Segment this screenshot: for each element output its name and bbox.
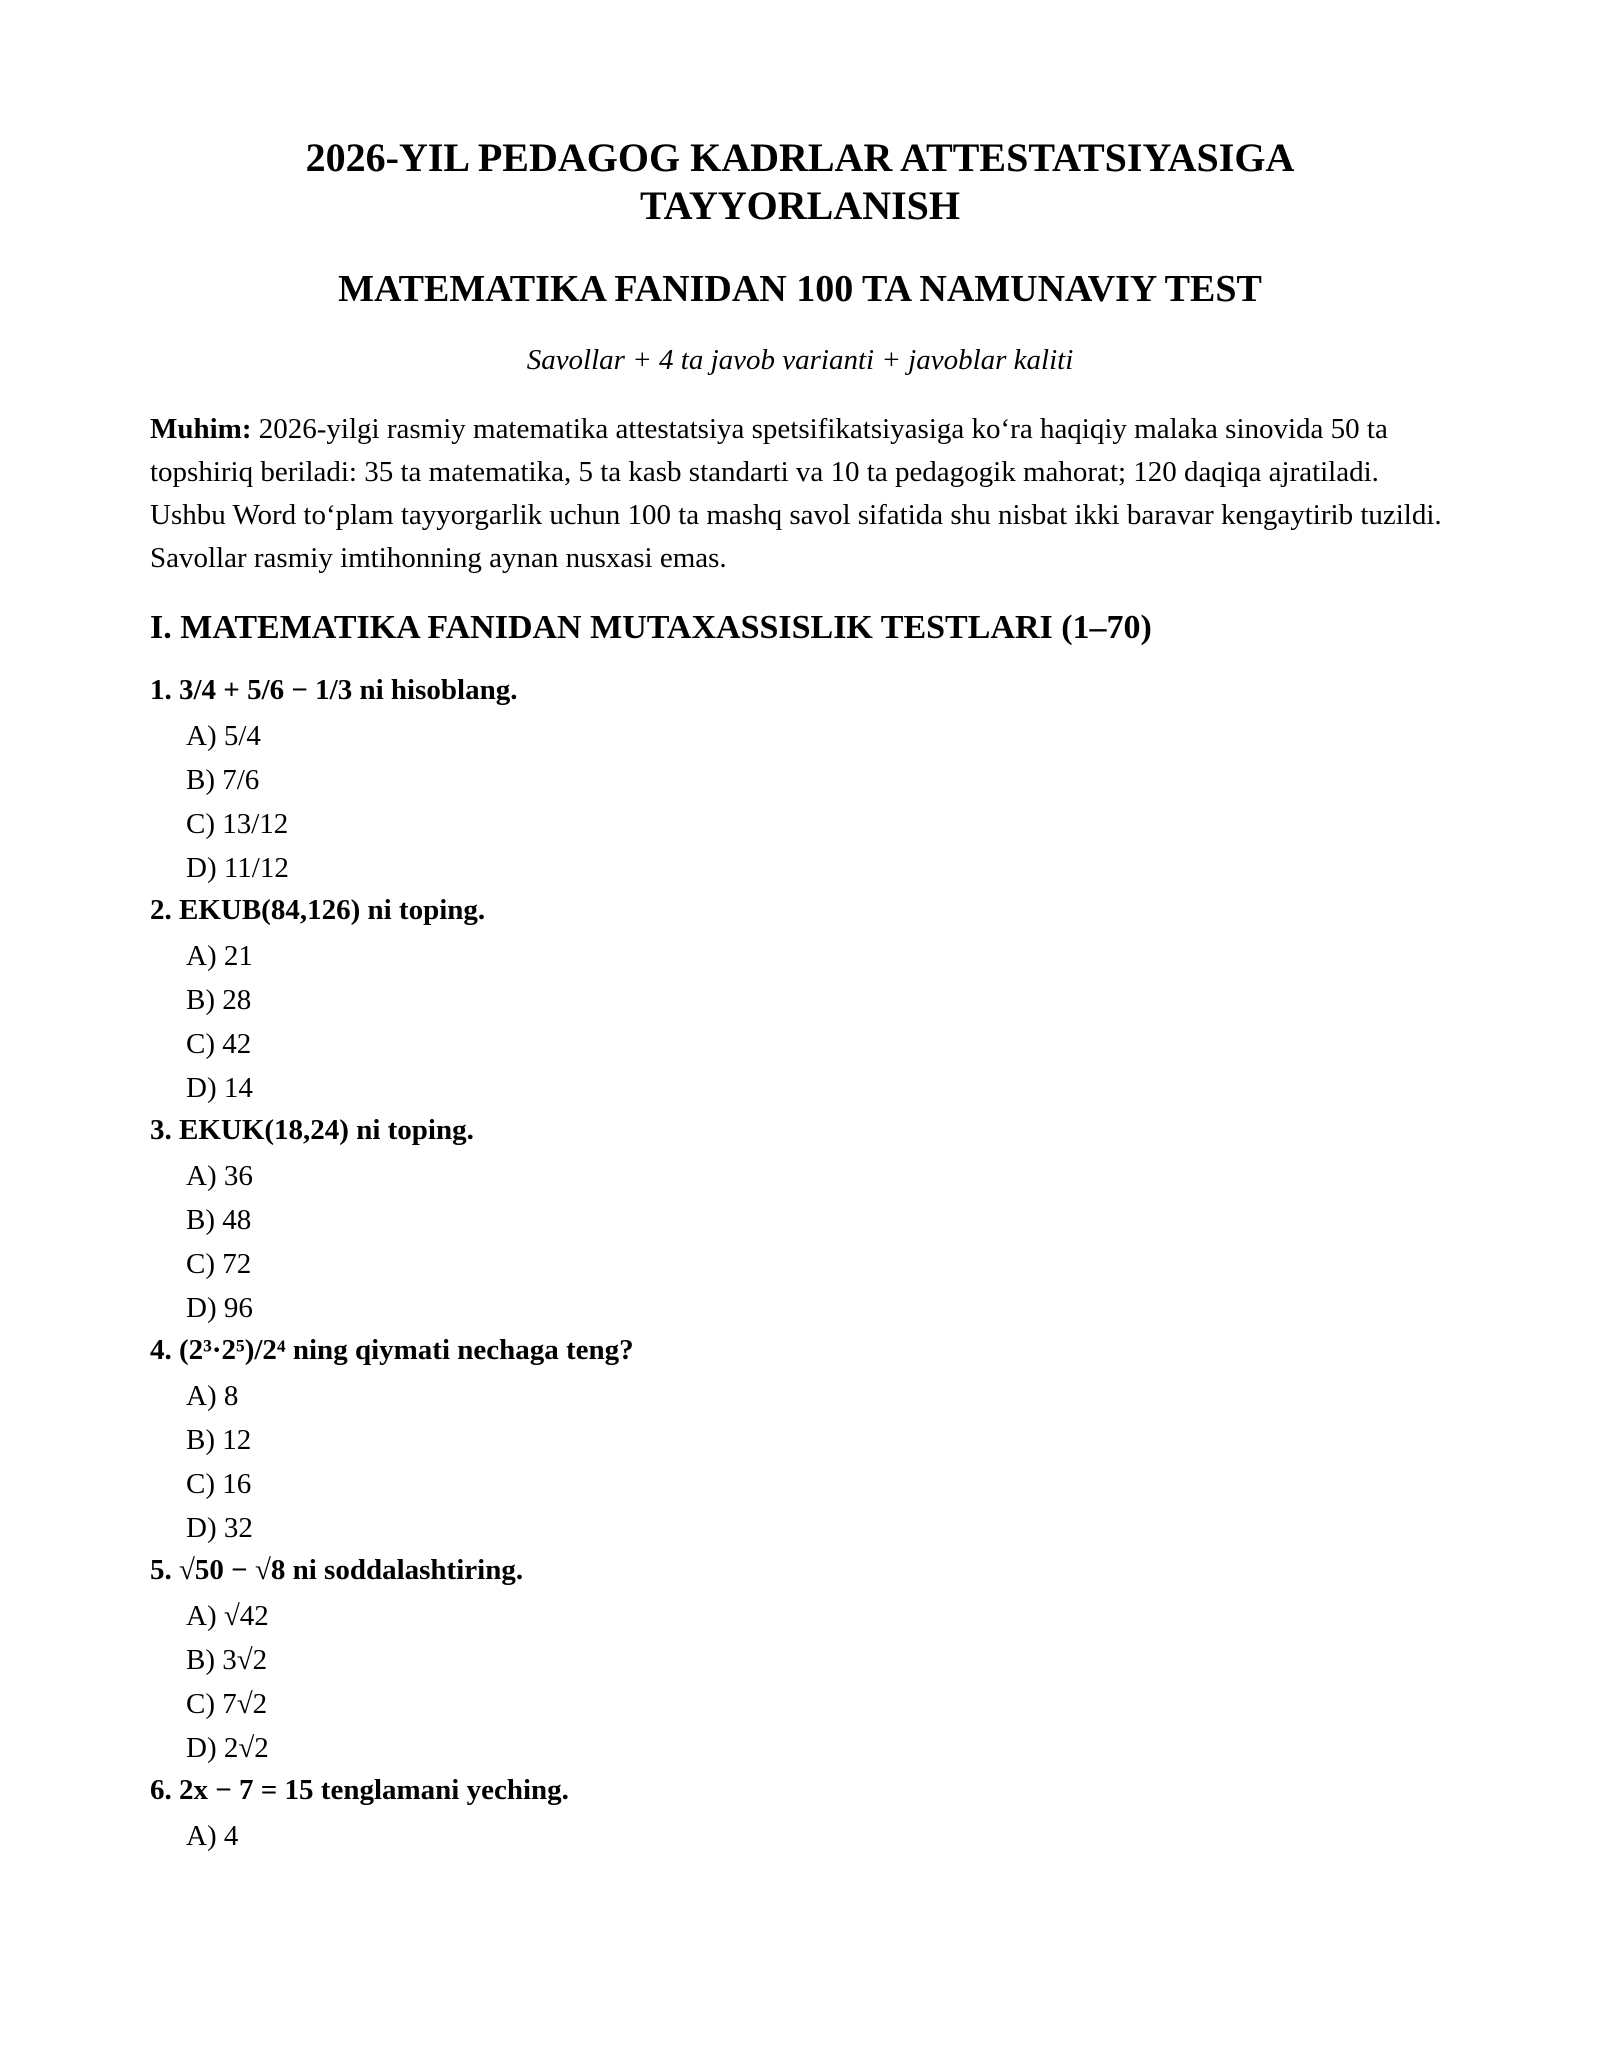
document-title	[150, 134, 1450, 230]
question-text: 1. 3/4 + 5/6 − 1/3 ni hisoblang.	[150, 674, 518, 706]
document-tagline: Savollar + 4 ta javob varianti + javoblar kaliti	[526, 344, 1074, 376]
title-line-1: 2026-YIL PEDAGOG KADRLAR ATTESTATSIYASIGA	[305, 135, 1295, 180]
option-d: D) 96	[186, 1292, 253, 1324]
option-a: A) 36	[186, 1160, 253, 1192]
option-b: B) 28	[186, 984, 252, 1016]
answer-options	[150, 934, 1450, 1110]
option-d: D) 14	[186, 1072, 253, 1104]
question-text: 6. 2x − 7 = 15 tenglamani yeching.	[150, 1774, 569, 1806]
intro-text: 2026-yilgi rasmiy matematika attestatsiya spetsifikatsiyasiga ko‘ra haqiqiy malaka sinovida 50 ta topshiriq beriladi: 35 ta matematika, 5 ta kasb standarti va 10 ta pedagogik mahorat; 120 daqiqa ajratiladi. Ushbu Word to‘plam tayyorgarlik uchun 100 ta mashq savol sifatida shu nisbat ikki baravar kengaytirib tuzildi. Savollar rasmiy imtihonning aynan nusxasi emas.	[150, 413, 1442, 574]
option-d: D) 2√2	[186, 1732, 269, 1764]
title-line-2: TAYYORLANISH	[639, 183, 961, 228]
option-a: A) 5/4	[186, 720, 261, 752]
question-5	[150, 1550, 1450, 1770]
option-b: B) 3√2	[186, 1644, 268, 1676]
section-heading: I. MATEMATIKA FANIDAN MUTAXASSISLIK TESTLARI (1–70)	[150, 609, 1152, 646]
document-subtitle: MATEMATIKA FANIDAN 100 TA NAMUNAVIY TEST	[338, 268, 1262, 310]
option-b: B) 48	[186, 1204, 252, 1236]
answer-options	[150, 1594, 1450, 1770]
option-a: A) √42	[186, 1600, 269, 1632]
option-d: D) 32	[186, 1512, 253, 1544]
option-d: D) 11/12	[186, 852, 289, 884]
question-list	[150, 670, 1450, 1858]
option-c: C) 13/12	[186, 808, 289, 840]
question-text: 2. EKUB(84,126) ni toping.	[150, 894, 486, 926]
question-1	[150, 670, 1450, 890]
option-a: A) 21	[186, 940, 253, 972]
answer-options	[150, 1814, 1450, 1858]
question-2	[150, 890, 1450, 1110]
answer-options	[150, 714, 1450, 890]
question-text: 5. √50 − √8 ni soddalashtiring.	[150, 1554, 524, 1586]
answer-options	[150, 1154, 1450, 1330]
question-text: 3. EKUK(18,24) ni toping.	[150, 1114, 474, 1146]
option-c: C) 42	[186, 1028, 252, 1060]
option-a: A) 8	[186, 1380, 239, 1412]
option-b: B) 12	[186, 1424, 252, 1456]
question-3	[150, 1110, 1450, 1330]
option-c: C) 7√2	[186, 1688, 268, 1720]
question-text: 4. (2³·2⁵)/2⁴ ning qiymati nechaga teng?	[150, 1334, 634, 1366]
answer-options	[150, 1374, 1450, 1550]
option-b: B) 7/6	[186, 764, 260, 796]
question-4	[150, 1330, 1450, 1550]
option-c: C) 16	[186, 1468, 252, 1500]
question-6	[150, 1770, 1450, 1858]
intro-label: Muhim:	[150, 413, 252, 445]
option-a: A) 4	[186, 1820, 239, 1852]
option-c: C) 72	[186, 1248, 252, 1280]
intro-paragraph	[150, 408, 1450, 580]
